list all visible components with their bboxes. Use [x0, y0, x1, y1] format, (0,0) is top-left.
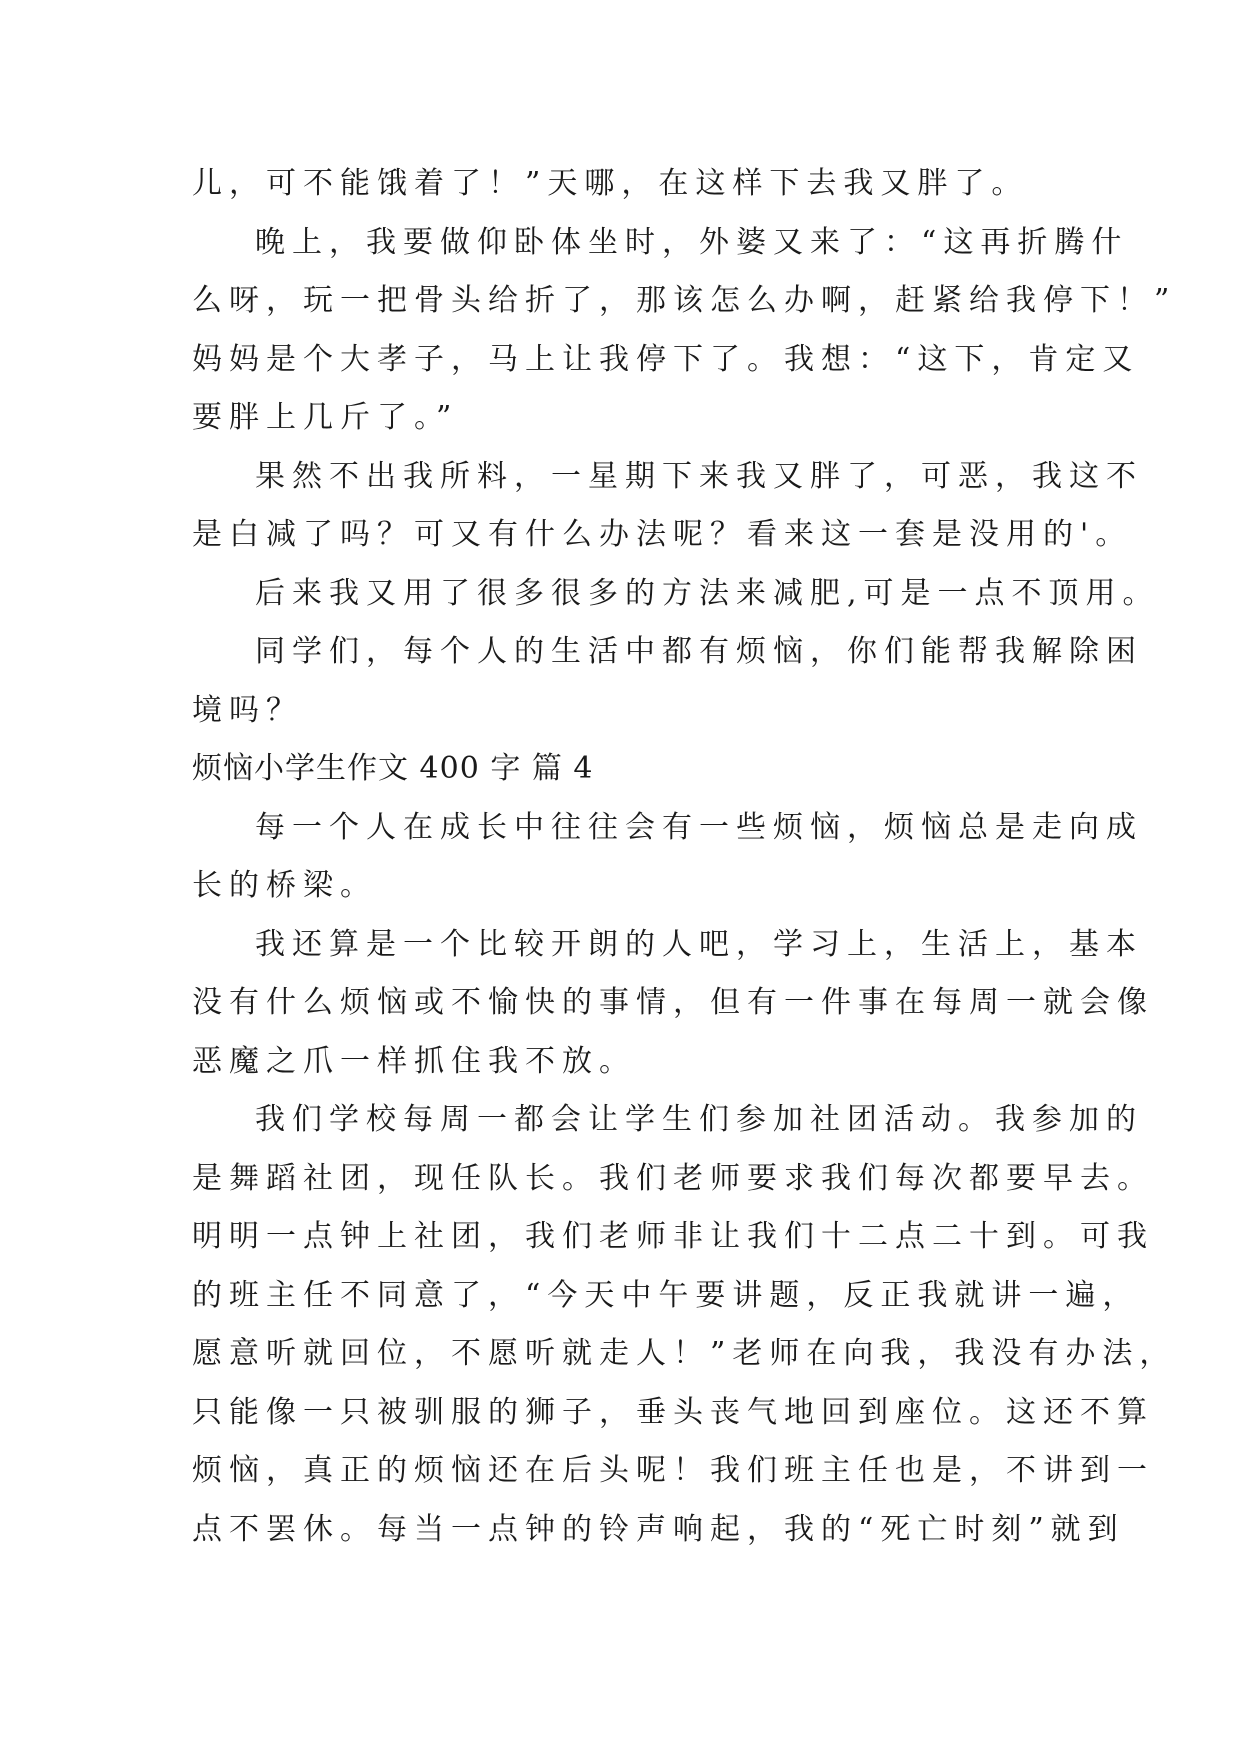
- text-line: 恶魔之爪一样抓住我不放。: [192, 1043, 636, 1079]
- paragraph-start-line: 同学们，每个人的生活中都有烦恼，你们能帮我解除困: [255, 634, 1143, 669]
- text-line: 点不罢休。每当一点钟的铃声响起，我的“死亡时刻”就到: [192, 1511, 1125, 1547]
- document-page: [192, 155, 1177, 1559]
- text-line: 儿，可不能饿着了！”天哪，在这样下去我又胖了。: [192, 166, 1029, 201]
- text-line: 是舞蹈社团，现任队长。我们老师要求我们每次都要早去。: [192, 1160, 1154, 1196]
- paragraph-start-line: 每一个人在成长中往往会有一些烦恼，烦恼总是走向成: [255, 809, 1143, 845]
- text-line: 境吗？: [192, 692, 303, 728]
- paragraph-start-line: 后来我又用了很多很多的方法来减肥,可是一点不顶用。: [255, 575, 1160, 611]
- paragraph-start-line: 晚上，我要做仰卧体坐时，外婆又来了：“这再折腾什: [255, 224, 1129, 260]
- text-line: 么呀，玩一把骨头给折了，那该怎么办啊，赶紧给我停下！”: [192, 283, 1177, 318]
- text-line: 愿意听就回位，不愿听就走人！”老师在向我，我没有办法，: [192, 1336, 1177, 1371]
- text-line: 要胖上几斤了。”: [192, 400, 459, 435]
- paragraph-start-line: 我们学校每周一都会让学生们参加社团活动。我参加的: [255, 1102, 1143, 1137]
- text-line: 没有什么烦恼或不愉快的事情，但有一件事在每周一就会像: [192, 985, 1154, 1020]
- text-line: 只能像一只被驯服的狮子，垂头丧气地回到座位。这还不算: [192, 1394, 1154, 1430]
- text-line: 妈妈是个大孝子，马上让我停下了。我想：“这下，肯定又: [192, 341, 1140, 377]
- text-line: 是白减了吗？可又有什么办法呢？看来这一套是没用的'。: [192, 517, 1133, 552]
- text-line: 明明一点钟上社团，我们老师非让我们十二点二十到。可我: [192, 1219, 1154, 1254]
- paragraph-start-line: 果然不出我所料，一星期下来我又胖了，可恶，我这不: [255, 458, 1143, 494]
- section-heading: 烦恼小学生作文 400 字 篇 4: [192, 751, 594, 786]
- text-line: 烦恼，真正的烦恼还在后头呢！我们班主任也是，不讲到一: [192, 1453, 1154, 1488]
- paragraph-start-line: 我还算是一个比较开朗的人吧，学习上，生活上，基本: [255, 926, 1143, 962]
- text-line: 长的桥梁。: [192, 868, 377, 903]
- text-line: 的班主任不同意了，“今天中午要讲题，反正我就讲一遍，: [192, 1277, 1140, 1313]
